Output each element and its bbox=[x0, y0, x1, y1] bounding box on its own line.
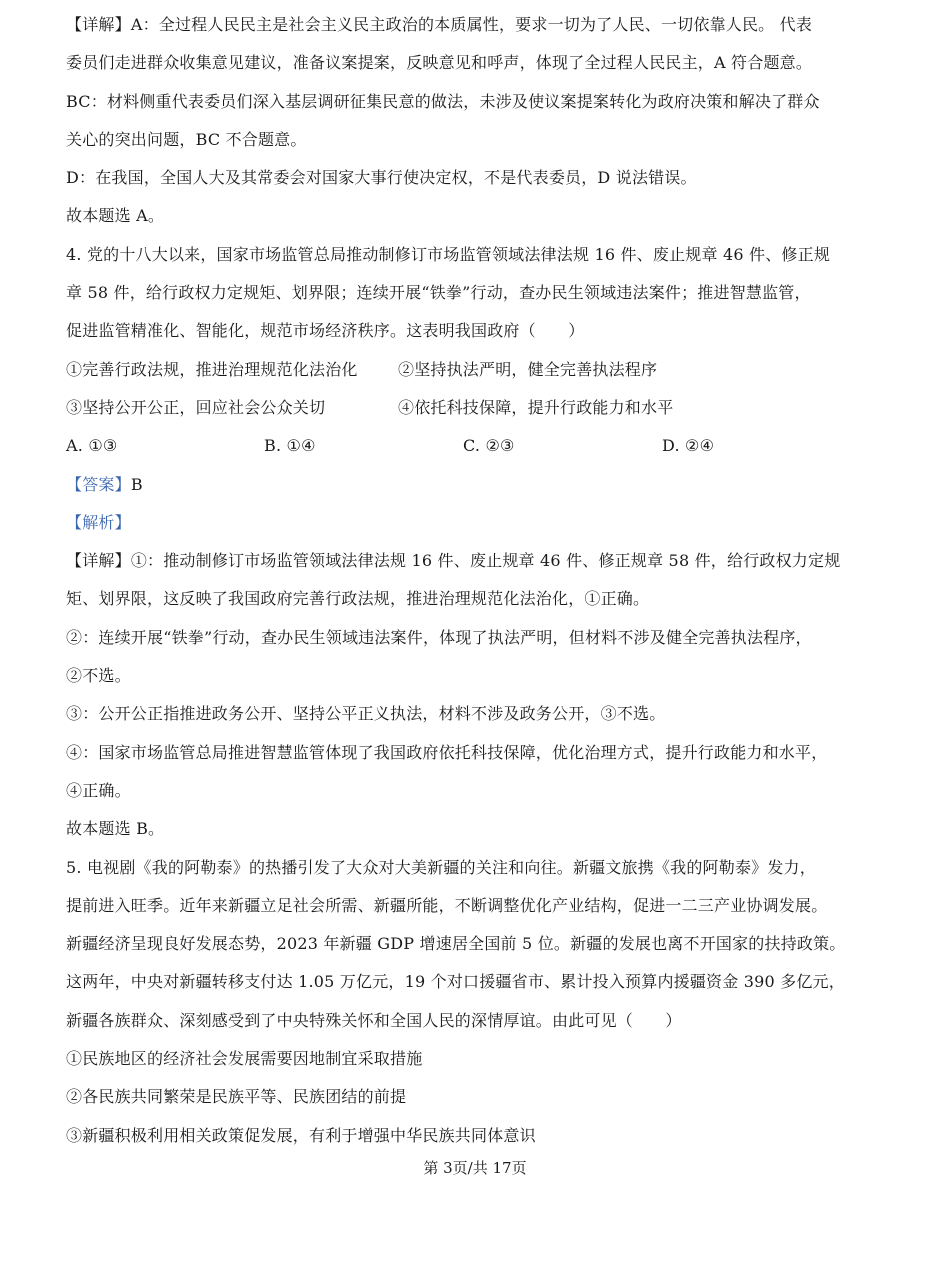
q4-detail-line-6: ④：国家市场监管总局推进智慧监管体现了我国政府依托科技保障，优化治理方式，提升行政能力和水平， bbox=[66, 742, 828, 762]
q3-detail-line-1: 【详解】A：全过程人民民主是社会主义民主政治的本质属性，要求一切为了人民、一切依靠人民。 代表 bbox=[66, 15, 813, 34]
q4-item-1: ①完善行政法规，推进治理规范化法治化 bbox=[66, 359, 358, 379]
q4-conclusion: 故本题选 B。 bbox=[66, 819, 165, 839]
q4-detail-line-4: ②不选。 bbox=[66, 666, 131, 686]
q4-option-c: C. ②③ bbox=[463, 436, 515, 456]
q5-stem-line-3: 新疆经济呈现良好发展态势，2023 年新疆 GDP 增速居全国前 5 位。新疆的发展也离不开国家的扶持政策。 bbox=[66, 934, 846, 954]
q5-item-1: ①民族地区的经济社会发展需要因地制宜采取措施 bbox=[66, 1049, 423, 1069]
q3-detail-line-3: BC：材料侧重代表委员们深入基层调研征集民意的做法，未涉及使议案提案转化为政府决策和解决了群众 bbox=[66, 91, 820, 111]
q5-stem-line-1: 5. 电视剧《我的阿勒泰》的热播引发了大众对大美新疆的关注和向往。新疆文旅携《我的阿勒泰》发力， bbox=[66, 857, 816, 877]
q3-detail-line-5: D：在我国，全国人大及其常委会对国家大事行使决定权，不是代表委员，D 说法错误。 bbox=[66, 168, 697, 188]
q4-options-row bbox=[66, 427, 866, 465]
q4-option-b: B. ①④ bbox=[264, 436, 316, 456]
q4-option-d: D. ②④ bbox=[662, 436, 715, 456]
q4-detail-line-5: ③：公开公正指推进政务公开、坚持公平正义执法，材料不涉及政务公开，③不选。 bbox=[66, 704, 666, 724]
q3-detail-line-4: 关心的突出问题，BC 不合题意。 bbox=[66, 129, 307, 149]
q4-option-a: A. ①③ bbox=[66, 436, 118, 456]
q4-stem-line-2: 章 58 件，给行政权力定规矩、划界限；连续开展“铁拳”行动，查办民生领域违法案件；推进智慧监管， bbox=[66, 283, 811, 303]
answer-value: B bbox=[130, 474, 143, 494]
analysis-tag: 【解析】 bbox=[66, 512, 131, 532]
q4-items-row-2 bbox=[66, 389, 866, 427]
q4-detail-line-1: 【详解】①：推动制修订市场监管领域法律法规 16 件、废止规章 46 件、修正规章 58 件，给行政权力定规 bbox=[66, 551, 841, 571]
q5-item-2: ②各民族共同繁荣是民族平等、民族团结的前提 bbox=[66, 1087, 407, 1107]
q4-item-4: ④依托科技保障，提升行政能力和水平 bbox=[398, 397, 674, 417]
q5-item-3: ③新疆积极利用相关政策促发展，有利于增强中华民族共同体意识 bbox=[66, 1125, 536, 1145]
page-number: 第 3页/共 17页 bbox=[423, 1159, 527, 1177]
q4-stem-line-1: 4. 党的十八大以来，国家市场监管总局推动制修订市场监管领域法律法规 16 件、废止规章 46 件、修正规 bbox=[66, 244, 831, 264]
detail-tag: 【详解】 bbox=[66, 15, 131, 34]
q4-detail-line-7: ④正确。 bbox=[66, 780, 131, 800]
q3-detail-line-2: 委员们走进群众收集意见建议，准备议案提案，反映意见和呼声，体现了全过程人民民主，A 符合题意。 bbox=[66, 53, 813, 73]
q4-stem-line-3: 促进监管精准化、智能化，规范市场经济秩序。这表明我国政府（ ） bbox=[66, 321, 585, 341]
answer-tag: 【答案】 bbox=[66, 474, 131, 494]
q4-detail-line-2: 矩、划界限，这反映了我国政府完善行政法规，推进治理规范化法治化，①正确。 bbox=[66, 589, 650, 609]
q5-stem-line-5: 新疆各族群众、深刻感受到了中央特殊关怀和全国人民的深情厚谊。由此可见（ ） bbox=[66, 1010, 682, 1030]
q4-item-2: ②坚持执法严明，健全完善执法程序 bbox=[398, 359, 658, 379]
q3-conclusion: 故本题选 A。 bbox=[66, 206, 165, 226]
q4-detail-line-3: ②：连续开展“铁拳”行动，查办民生领域违法案件，体现了执法严明，但材料不涉及健全完善执法程序， bbox=[66, 627, 812, 647]
q4-answer bbox=[66, 466, 866, 504]
q4-item-3: ③坚持公开公正，回应社会公众关切 bbox=[66, 397, 326, 417]
document-page bbox=[66, 6, 866, 1155]
q5-stem-line-4: 这两年，中央对新疆转移支付达 1.05 万亿元，19 个对口援疆省市、累计投入预算内援疆资金 390 多亿元， bbox=[66, 972, 845, 992]
q4-items-row-1 bbox=[66, 351, 866, 389]
q5-stem-line-2: 提前进入旺季。近年来新疆立足社会所需、新疆所能，不断调整优化产业结构，促进一二三产业协调发展。 bbox=[66, 895, 828, 915]
detail-tag: 【详解】 bbox=[66, 551, 131, 571]
q4-analysis bbox=[66, 504, 866, 542]
